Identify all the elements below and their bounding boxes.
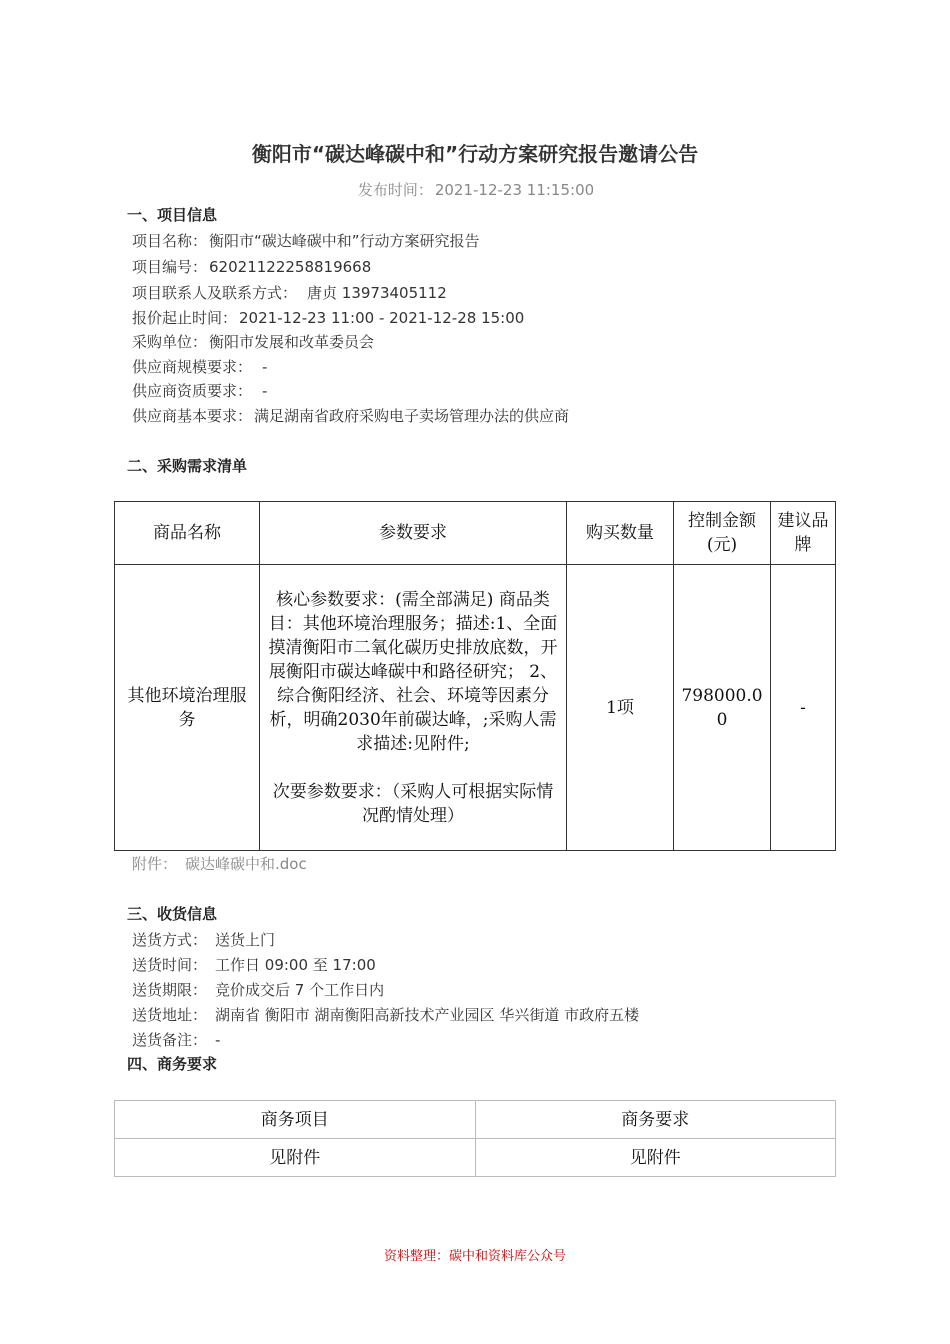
field-supplier-basic: 供应商基本要求： 满足湖南省政府采购电子卖场管理办法的供应商 xyxy=(132,407,570,425)
table-header-row xyxy=(115,502,836,565)
cell-quantity: 1项 xyxy=(567,565,674,851)
field-quote-period: 报价起止时间： 2021-12-23 11:00 - 2021-12-28 15:00 xyxy=(132,309,525,327)
header-parameters: 参数要求 xyxy=(260,502,567,565)
header-brand: 建议品牌 xyxy=(771,502,836,565)
section1-heading: 一、项目信息 xyxy=(127,206,218,224)
section3-heading: 三、收货信息 xyxy=(127,905,218,923)
footer-source: 资料整理：碳中和资料库公众号 xyxy=(383,1249,566,1264)
table-row xyxy=(115,1139,836,1177)
publish-time xyxy=(0,179,950,200)
cell-business-item: 见附件 xyxy=(115,1139,476,1177)
cell-amount: 798000.00 xyxy=(674,565,771,851)
attachment-link[interactable]: 碳达峰碳中和.doc xyxy=(185,855,307,873)
field-delivery-time: 送货时间： 工作日 09:00 至 17:00 xyxy=(132,956,376,974)
business-header-row xyxy=(115,1101,836,1139)
section4-heading: 四、商务要求 xyxy=(127,1055,218,1073)
field-contact: 项目联系人及联系方式： 唐贞 13973405112 xyxy=(132,284,447,302)
field-supplier-qualification: 供应商资质要求： - xyxy=(132,382,268,400)
params-secondary: 次要参数要求：（采购人可根据实际情况酌情处理） xyxy=(272,781,554,826)
field-purchaser: 采购单位： 衡阳市发展和改革委员会 xyxy=(132,333,375,351)
field-delivery-note: 送货备注： - xyxy=(132,1031,221,1049)
publish-value: 2021-12-23 11:15:00 xyxy=(434,181,595,199)
header-business-requirement: 商务要求 xyxy=(475,1101,836,1139)
field-supplier-scale: 供应商规模要求： - xyxy=(132,358,268,376)
cell-product-name: 其他环境治理服务 xyxy=(115,565,260,851)
requirements-table xyxy=(114,501,836,851)
field-delivery-deadline: 送货期限： 竞价成交后 7 个工作日内 xyxy=(132,981,385,999)
field-delivery-address: 送货地址： 湖南省 衡阳市 湖南衡阳高新技术产业园区 华兴街道 市政府五楼 xyxy=(132,1006,640,1024)
cell-brand: - xyxy=(771,565,836,851)
header-quantity: 购买数量 xyxy=(567,502,674,565)
publish-label: 发布时间： xyxy=(357,181,433,199)
cell-business-requirement: 见附件 xyxy=(475,1139,836,1177)
header-business-item: 商务项目 xyxy=(115,1101,476,1139)
business-table xyxy=(114,1100,836,1177)
attachment-label: 附件： xyxy=(132,855,178,873)
field-project-number: 项目编号： 62021122258819668 xyxy=(132,258,372,276)
params-core: 核心参数要求：(需全部满足) 商品类目：其他环境治理服务；描述:1、全面摸清衡阳市二氧化碳历史排放底数，开展衡阳市碳达峰碳中和路径研究； 2、综合衡阳经济、社会、环境等因素分析，明确2030年前碳达峰，;采购人需求描述:见附件; xyxy=(268,589,558,754)
table-row xyxy=(115,565,836,851)
field-delivery-method: 送货方式： 送货上门 xyxy=(132,931,276,949)
attachment xyxy=(132,853,307,874)
header-amount: 控制金额(元) xyxy=(674,502,771,565)
field-project-name: 项目名称： 衡阳市“碳达峰碳中和”行动方案研究报告 xyxy=(132,232,480,250)
header-product-name: 商品名称 xyxy=(115,502,260,565)
section2-heading: 二、采购需求清单 xyxy=(127,457,248,475)
cell-parameters xyxy=(260,565,567,851)
page-title: 衡阳市“碳达峰碳中和”行动方案研究报告邀请公告 xyxy=(251,142,699,166)
